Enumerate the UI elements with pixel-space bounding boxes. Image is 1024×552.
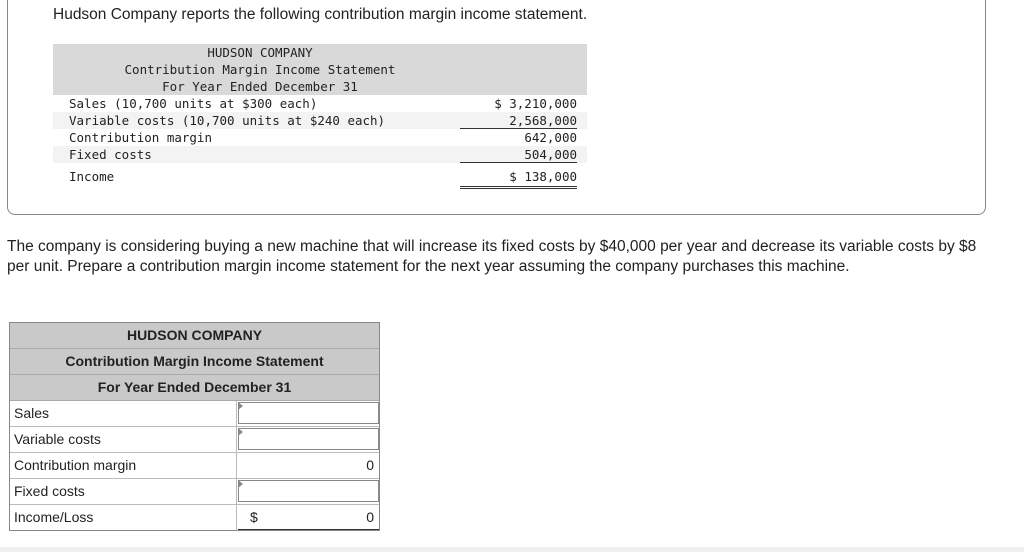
answer-company-name: HUDSON COMPANY: [10, 323, 379, 349]
answer-period: For Year Ended December 31: [10, 375, 379, 401]
given-income-statement: [53, 44, 587, 185]
answer-row-income-loss: Income/Loss $ 0: [10, 505, 379, 530]
answer-row-contribution-margin: Contribution margin 0: [10, 453, 379, 479]
answer-row-sales: Sales: [10, 401, 379, 427]
intro-text: Hudson Company reports the following contribution margin income statement.: [53, 6, 588, 23]
given-row-contribution-margin: Contribution margin 642,000: [69, 130, 577, 145]
income-currency-symbol: $: [250, 509, 258, 525]
fixed-costs-input[interactable]: [238, 480, 379, 502]
given-company-name: HUDSON COMPANY: [207, 45, 313, 60]
given-period: For Year Ended December 31: [162, 79, 358, 94]
answer-income-statement: [9, 322, 380, 531]
question-text: The company is considering buying a new machine that will increase its fixed costs by $40,000 per year and decrease its variable costs by $8 per unit. Prepare a contribution margin income statement for the next year assuming the company purchases this machine.: [7, 238, 977, 275]
variable-costs-input[interactable]: [238, 428, 379, 450]
bottom-divider: [0, 547, 1024, 552]
answer-row-fixed-costs: Fixed costs: [10, 479, 379, 505]
given-row-fixed-costs: Fixed costs 504,000: [53, 146, 587, 163]
given-row-sales: Sales (10,700 units at $300 each) $ 3,210,000: [69, 96, 577, 111]
answer-row-variable-costs: Variable costs: [10, 427, 379, 453]
answer-statement-title: Contribution Margin Income Statement: [10, 349, 379, 375]
given-header: [53, 44, 587, 95]
given-statement-title: Contribution Margin Income Statement: [124, 62, 396, 77]
income-loss-value: 0: [366, 509, 374, 525]
given-row-variable-costs: Variable costs (10,700 units at $240 each) 2,568,000: [53, 112, 587, 129]
contribution-margin-value: 0: [366, 457, 374, 473]
given-row-income: Income $ 138,000: [53, 163, 587, 185]
sales-input[interactable]: [238, 402, 379, 424]
